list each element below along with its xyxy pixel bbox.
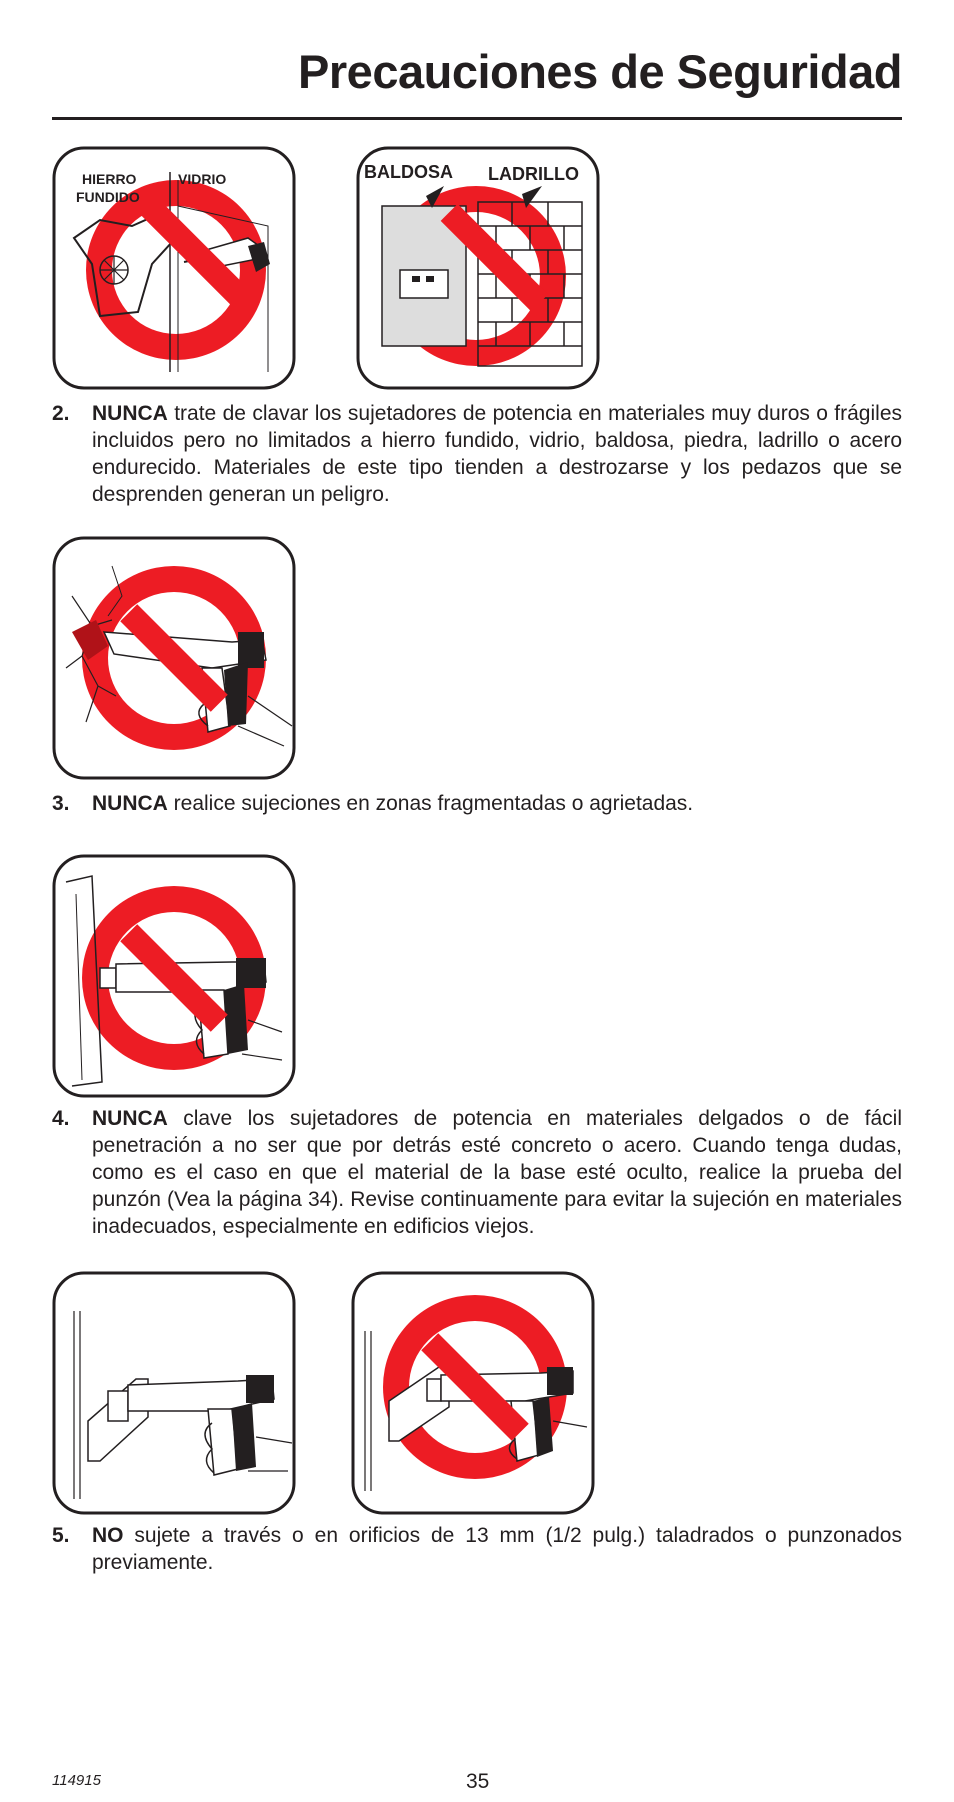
- item-4-number: 4.: [52, 1107, 70, 1130]
- item-3: [52, 790, 902, 817]
- panel-thin-material: [52, 854, 296, 1098]
- item-3-strong: NUNCA: [92, 792, 168, 815]
- label-tile: BALDOSA: [364, 162, 453, 182]
- label-glass: VIDRIO: [178, 171, 227, 187]
- panel-correct-fastening: [52, 1271, 296, 1515]
- panel-cracked-surface: [52, 536, 296, 780]
- item-2-number: 2.: [52, 402, 70, 425]
- document-code: 114915: [52, 1772, 101, 1789]
- item-5-number: 5.: [52, 1524, 70, 1547]
- title-rule: [52, 117, 902, 120]
- panel-hard-materials: [52, 146, 296, 390]
- item-2-strong: NUNCA: [92, 402, 168, 425]
- label-brick: LADRILLO: [488, 164, 579, 184]
- item-5-strong: NO: [92, 1524, 124, 1547]
- item-5: [52, 1522, 902, 1576]
- label-cast-iron-1: HIERRO: [82, 171, 137, 187]
- item-4: [52, 1105, 902, 1240]
- item-3-text: realice sujeciones en zonas fragmentadas o agrietadas.: [167, 792, 694, 815]
- panel-brittle-materials: [356, 146, 600, 390]
- item-2-text: trate de clavar los sujetadores de potencia en materiales muy duros o frágiles incluidos pero no limitados a hierro fundido, vidrio, baldosa, piedra, ladrillo o acero endurecido. Materiales de este tipo tienden a destrozarse y los pedazos que se desprenden generan un peligro.: [92, 402, 902, 506]
- item-4-text: clave los sujetadores de potencia en materiales delgados o de fácil penetración a no ser que por detrás esté concreto o acero. Cuando tenga dudas, como es el caso en que el material de la base esté oculto, realice la prueba del punzón (Vea la página 34). Revise continuamente para evitar la sujeción en materiales inadecuados, especialmente en edificios viejos.: [92, 1107, 902, 1238]
- page-title: Precauciones de Seguridad: [298, 45, 902, 98]
- label-cast-iron-2: FUNDIDO: [76, 189, 140, 205]
- item-5-text: sujete a través o en orificios de 13 mm (1/2 pulg.) taladrados o punzonados previamente.: [92, 1524, 902, 1574]
- item-2: [52, 400, 902, 508]
- item-3-number: 3.: [52, 792, 70, 815]
- panel-predrilled-hole: [351, 1271, 595, 1515]
- page-number: 35: [466, 1770, 490, 1793]
- item-4-strong: NUNCA: [92, 1107, 168, 1130]
